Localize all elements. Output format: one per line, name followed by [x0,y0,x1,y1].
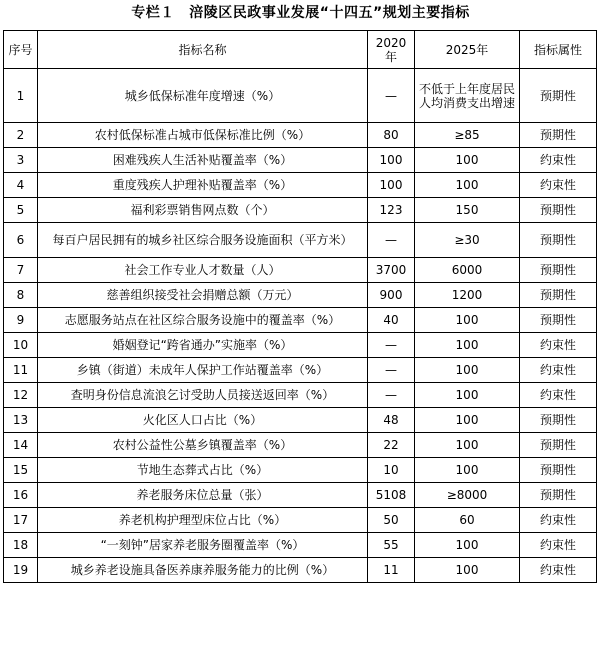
cell-2025: ≥8000 [415,483,520,508]
cell-attr: 约束性 [520,533,597,558]
cell-name: 查明身份信息流浪乞讨受助人员接送返回率（%） [38,383,368,408]
cell-no: 14 [4,433,38,458]
table-row [4,223,597,258]
table-row [4,308,597,333]
cell-2020: — [368,333,415,358]
cell-name: 农村公益性公墓乡镇覆盖率（%） [38,433,368,458]
cell-2020: 40 [368,308,415,333]
cell-2025: 60 [415,508,520,533]
cell-name: 志愿服务站点在社区综合服务设施中的覆盖率（%） [38,308,368,333]
cell-2025: 100 [415,358,520,383]
cell-2020: — [368,223,415,258]
table-row [4,358,597,383]
cell-name: 节地生态葬式占比（%） [38,458,368,483]
cell-no: 11 [4,358,38,383]
cell-attr: 预期性 [520,483,597,508]
cell-2025: 100 [415,558,520,583]
cell-2020: 80 [368,123,415,148]
cell-2025: 100 [415,383,520,408]
cell-name: 养老服务床位总量（张） [38,483,368,508]
cell-attr: 预期性 [520,433,597,458]
cell-no: 15 [4,458,38,483]
cell-name: 福利彩票销售网点数（个） [38,198,368,223]
cell-2025: ≥30 [415,223,520,258]
cell-2025: 100 [415,308,520,333]
cell-no: 13 [4,408,38,433]
header-2020: 2020年 [368,31,415,69]
cell-2020: 3700 [368,258,415,283]
cell-2020: 22 [368,433,415,458]
table-row [4,408,597,433]
cell-no: 6 [4,223,38,258]
cell-2025: 100 [415,533,520,558]
cell-name: 乡镇（街道）未成年人保护工作站覆盖率（%） [38,358,368,383]
cell-2020: — [368,358,415,383]
cell-name: 农村低保标准占城市低保标准比例（%） [38,123,368,148]
cell-2020: 100 [368,148,415,173]
table-row [4,533,597,558]
table-row [4,483,597,508]
cell-2025: 100 [415,173,520,198]
table-header-row [4,31,597,69]
table-row [4,198,597,223]
cell-2025: 不低于上年度居民人均消费支出增速 [415,69,520,123]
cell-name: 城乡养老设施具备医养康养服务能力的比例（%） [38,558,368,583]
cell-name: 重度残疾人护理补贴覆盖率（%） [38,173,368,198]
cell-attr: 预期性 [520,458,597,483]
cell-no: 3 [4,148,38,173]
cell-2020: 123 [368,198,415,223]
cell-2020: 55 [368,533,415,558]
cell-2020: 11 [368,558,415,583]
cell-2025: 100 [415,333,520,358]
cell-no: 18 [4,533,38,558]
cell-name: 社会工作专业人才数量（人） [38,258,368,283]
cell-2025: 100 [415,408,520,433]
cell-attr: 约束性 [520,358,597,383]
cell-2020: 10 [368,458,415,483]
table-row [4,333,597,358]
table-row [4,173,597,198]
cell-no: 19 [4,558,38,583]
indicator-table [3,30,597,583]
cell-attr: 预期性 [520,283,597,308]
cell-no: 8 [4,283,38,308]
cell-no: 9 [4,308,38,333]
cell-no: 5 [4,198,38,223]
table-row [4,148,597,173]
cell-name: 每百户居民拥有的城乡社区综合服务设施面积（平方米） [38,223,368,258]
header-name: 指标名称 [38,31,368,69]
cell-attr: 预期性 [520,258,597,283]
cell-name: 城乡低保标准年度增速（%） [38,69,368,123]
table-row [4,383,597,408]
cell-attr: 约束性 [520,173,597,198]
cell-attr: 预期性 [520,69,597,123]
header-attr: 指标属性 [520,31,597,69]
cell-no: 12 [4,383,38,408]
cell-no: 10 [4,333,38,358]
cell-2020: 900 [368,283,415,308]
table-row [4,458,597,483]
cell-no: 4 [4,173,38,198]
table-row [4,283,597,308]
table-row [4,69,597,123]
cell-2020: 48 [368,408,415,433]
cell-no: 16 [4,483,38,508]
cell-2025: 100 [415,433,520,458]
table-row [4,508,597,533]
cell-attr: 约束性 [520,383,597,408]
cell-name: 养老机构护理型床位占比（%） [38,508,368,533]
cell-attr: 预期性 [520,408,597,433]
cell-attr: 约束性 [520,508,597,533]
table-row [4,123,597,148]
cell-name: 困难残疾人生活补贴覆盖率（%） [38,148,368,173]
cell-2020: 100 [368,173,415,198]
cell-no: 17 [4,508,38,533]
header-no: 序号 [4,31,38,69]
table-row [4,433,597,458]
cell-2025: 6000 [415,258,520,283]
cell-attr: 约束性 [520,333,597,358]
cell-2025: 150 [415,198,520,223]
cell-2020: 50 [368,508,415,533]
table-row [4,558,597,583]
cell-attr: 预期性 [520,223,597,258]
cell-attr: 预期性 [520,198,597,223]
cell-attr: 约束性 [520,558,597,583]
cell-2025: ≥85 [415,123,520,148]
cell-2020: 5108 [368,483,415,508]
header-2025: 2025年 [415,31,520,69]
table-row [4,258,597,283]
cell-no: 7 [4,258,38,283]
cell-2020: — [368,69,415,123]
cell-attr: 预期性 [520,308,597,333]
cell-attr: 预期性 [520,123,597,148]
cell-name: 火化区人口占比（%） [38,408,368,433]
cell-attr: 约束性 [520,148,597,173]
cell-2025: 100 [415,148,520,173]
cell-no: 1 [4,69,38,123]
cell-name: “一刻钟”居家养老服务圈覆盖率（%） [38,533,368,558]
cell-2025: 100 [415,458,520,483]
cell-2020: — [368,383,415,408]
cell-name: 婚姻登记“跨省通办”实施率（%） [38,333,368,358]
cell-no: 2 [4,123,38,148]
cell-2025: 1200 [415,283,520,308]
cell-name: 慈善组织接受社会捐赠总额（万元） [38,283,368,308]
document-title: 专栏１ 涪陵区民政事业发展“十四五”规划主要指标 [131,5,470,21]
